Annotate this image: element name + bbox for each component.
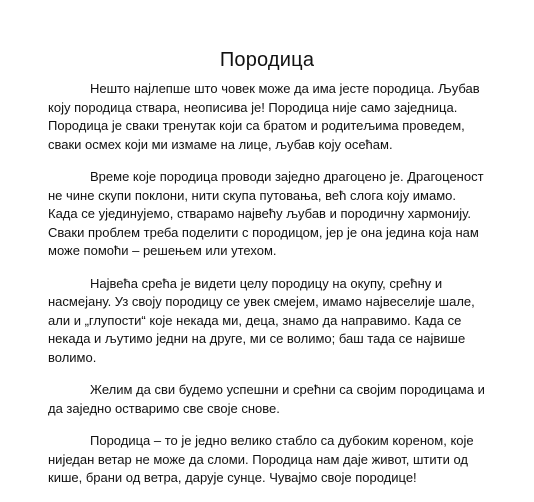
paragraph-3: Највећа срећа је видети целу породицу на окупу, срећну и насмејану. Уз своју породицу се увек смејем, имамо највеселије шале, али и „глупости“ које некада ми, деца, знамо да направимо. Када се некада и љутимо једни на друге, ми се волимо; баш тада се највише волимо.	[48, 275, 475, 365]
paragraph-4: Желим да сви будемо успешни и срећни са својим породицама и да заједно остваримо све своје снове.	[48, 382, 485, 416]
paragraph-1: Нешто најлепше што човек може да има јесте породица. Љубав коју породица ствара, неописива је! Породица није само заједница. Породица је сваки тренутак који са братом и родитељима проведем, сваки осмех који ми измаме на лице, љубав коју осећам.	[48, 81, 480, 152]
paragraph-2: Време које породица проводи заједно драгоцено је. Драгоценост не чине скупи поклони, нити скупа путовања, већ слога коју имамо. Када се ујединујемо, стварамо највећу љубав и породичну хармонију. Сваки проблем треба поделити с породицом, јер је она једина која нам може помоћи – решењем или утехом.	[48, 169, 484, 258]
document-title: Породица	[219, 49, 315, 71]
paragraph-5: Породица – то је једно велико стабло са дубоким кореном, које ниједан ветар не може да сломи. Породица нам даје живот, штити од кише, брани од ветра, дарује сунце. Чувајмо своје породице!	[48, 433, 474, 485]
document-body	[48, 80, 488, 502]
